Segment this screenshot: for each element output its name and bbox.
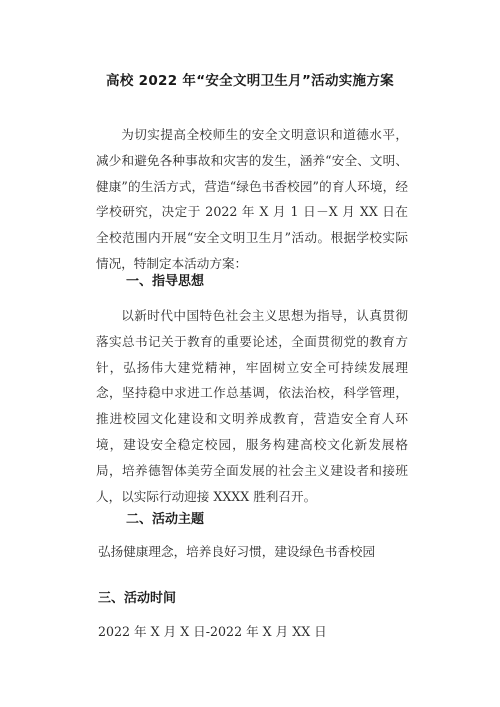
- intro-paragraph: 为切实提高全校师生的安全文明意识和道德水平，减少和避免各种事故和灾害的发生，涵养“安全、文明、健康”的生活方式，营造“绿色书香校园”的育人环境，经学校研究，决定于 2022 年 X 月 1 日－X 月 XX 日在全校范围内开展“安全文明卫生月”活动。根据学校实际情况，特制定本活动方案：: [96, 127, 408, 271]
- section-body-activity-time: 2022 年 X 月 X 日-2022 年 X 月 XX 日: [98, 624, 327, 639]
- section-heading-activity-theme: 二、活动主题: [126, 512, 205, 527]
- document-title: 高校 2022 年“安全文明卫生月”活动实施方案: [106, 73, 394, 89]
- section-heading-activity-time: 三、活动时间: [98, 591, 177, 606]
- section-body-guiding-ideology: 以新时代中国特色社会主义思想为指导，认真贯彻落实总书记关于教育的重要论述，全面贯彻党的教育方针，弘扬伟大建党精神，牢固树立安全可持续发展理念，坚持稳中求进工作总基调，依法治校，科学管理，推进校园文化建设和文明养成教育，营造安全育人环境，建设安全稳定校园，服务构建高校文化新发展格局，培养德智体美劳全面发展的社会主义建设者和接班人，以实际行动迎接 XXXX 胜利召开。: [96, 308, 408, 504]
- section-body-activity-theme: 弘扬健康理念，培养良好习惯，建设绿色书香校园: [98, 544, 376, 559]
- section-heading-guiding-ideology: 一、指导思想: [126, 274, 205, 289]
